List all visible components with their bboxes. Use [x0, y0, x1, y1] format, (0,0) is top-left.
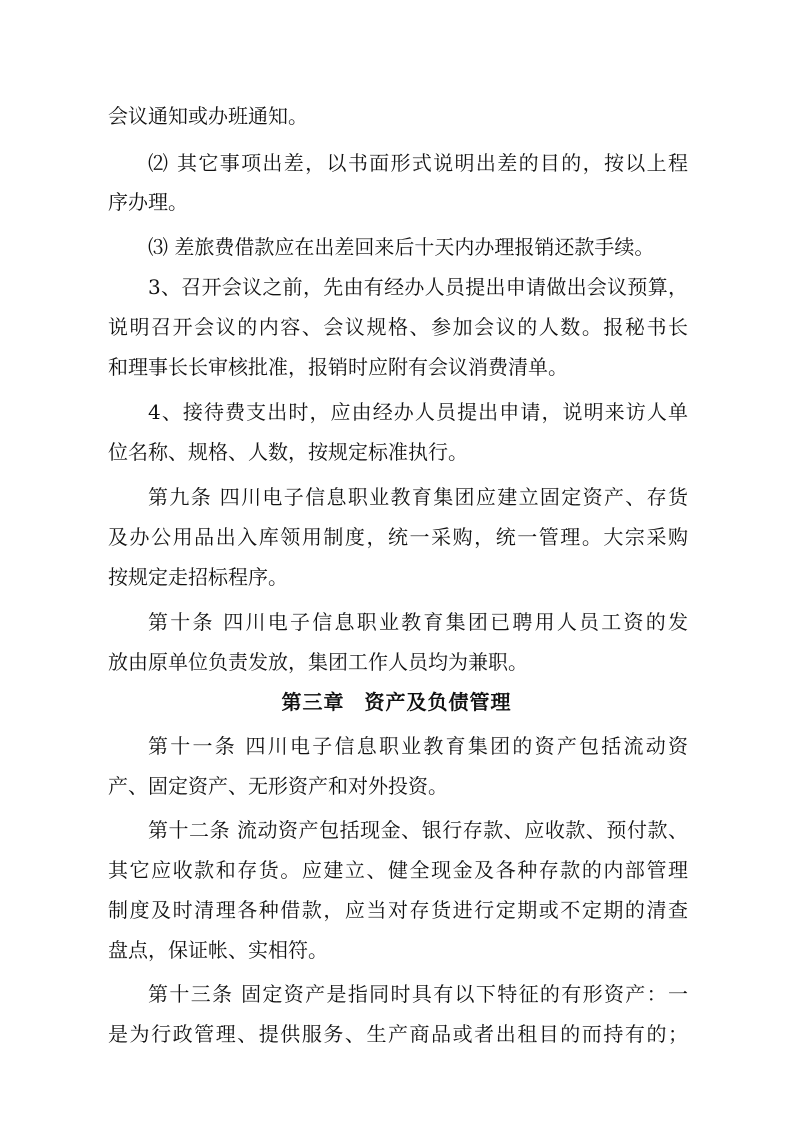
- text-line: 会议通知或办班通知。: [108, 104, 308, 128]
- text-line: 第十条 四川电子信息职业教育集团已聘用人员工资的发: [148, 610, 688, 634]
- chapter-title: 资产及负债管理: [364, 690, 512, 714]
- text-line: 3、召开会议之前，先由有经办人员提出申请做出会议预算，: [148, 275, 688, 299]
- text-line: 第十三条 固定资产是指同时具有以下特征的有形资产：一: [148, 982, 688, 1006]
- text-line: 4、接待费支出时，应由经办人员提出申请，说明来访人单: [148, 400, 688, 424]
- text-line: 第十一条 四川电子信息职业教育集团的资产包括流动资: [148, 734, 688, 758]
- text-line: 位名称、规格、人数，按规定标准执行。: [108, 440, 468, 464]
- text-line: 盘点，保证帐、实相符。: [108, 938, 328, 962]
- text-line: 其它应收款和存货。应建立、健全现金及各种存款的内部管理: [108, 858, 688, 882]
- text-line: 和理事长长审核批准，报销时应附有会议消费清单。: [108, 355, 568, 379]
- chapter-number: 第三章: [281, 690, 345, 714]
- text-line: 制度及时清理各种借款，应当对存货进行定期或不定期的清查: [108, 898, 688, 922]
- text-line: 放由原单位负责发放，集团工作人员均为兼职。: [108, 650, 528, 674]
- text-line: 按规定走招标程序。: [108, 565, 288, 589]
- text-line: 产、固定资产、无形资产和对外投资。: [108, 774, 448, 798]
- text-line: 序办理。: [108, 190, 188, 214]
- text-line: 说明召开会议的内容、会议规格、参加会议的人数。报秘书长: [108, 315, 688, 339]
- text-line: 及办公用品出入库领用制度，统一采购，统一管理。大宗采购: [108, 525, 688, 549]
- text-line: ⑶ 差旅费借款应在出差回来后十天内办理报销还款手续。: [148, 235, 655, 259]
- chapter-heading: [0, 690, 793, 714]
- text-line: 第十二条 流动资产包括现金、银行存款、应收款、预付款、: [148, 818, 688, 842]
- text-line: ⑵ 其它事项出差，以书面形式说明出差的目的，按以上程: [148, 151, 688, 175]
- text-line: 第九条 四川电子信息职业教育集团应建立固定资产、存货: [148, 485, 688, 509]
- text-line: 是为行政管理、提供服务、生产商品或者出租目的而持有的；: [108, 1022, 688, 1046]
